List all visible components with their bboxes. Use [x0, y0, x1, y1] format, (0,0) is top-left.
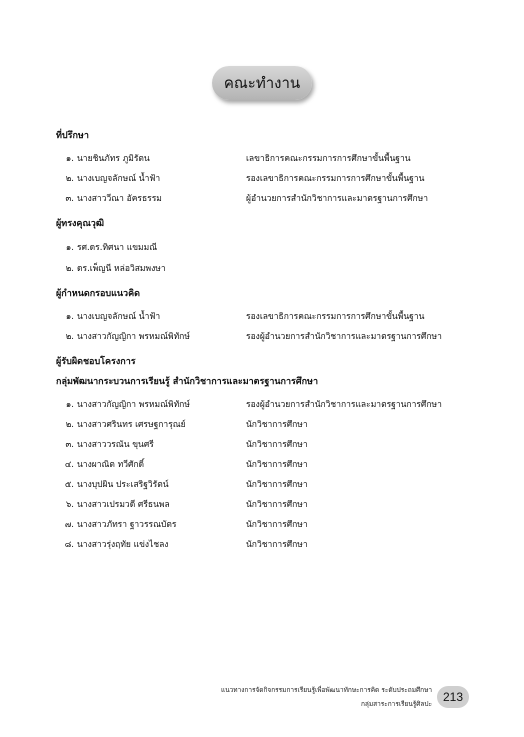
person-name: นางผาณิต ทวีศักดิ์	[77, 460, 145, 470]
item-number: ๘.	[64, 540, 74, 550]
section-heading-project: ผู้รับผิดชอบโครงการ	[56, 357, 136, 367]
person-name: นางสาวภัทรา ฐาวรรณบัตร	[77, 520, 177, 530]
page-title	[212, 66, 312, 100]
person-name: นางสาวเปรมวดี ศรีธนพล	[77, 500, 170, 510]
list-item	[60, 477, 480, 491]
footer-book-title: แนวทางการจัดกิจกรรมการเรียนรู้เพื่อพัฒนาทักษะการคิด ระดับประถมศึกษา	[221, 686, 432, 694]
list-item	[60, 537, 480, 551]
list-item	[60, 309, 480, 323]
list-item	[60, 497, 480, 511]
person-position: รองผู้อำนวยการสำนักวิชาการและมาตรฐานการศึกษา	[246, 332, 442, 342]
person-position: รองเลขาธิการคณะกรรมการการศึกษาขั้นพื้นฐาน	[246, 174, 425, 184]
item-number: ๒.	[65, 420, 74, 430]
section-heading-framework: ผู้กำหนดกรอบแนวคิด	[56, 289, 140, 299]
person-position: เลขาธิการคณะกรรมการการศึกษาขั้นพื้นฐาน	[246, 154, 411, 164]
page-number-badge	[437, 686, 469, 708]
person-position: ผู้อำนวยการสำนักวิชาการและมาตรฐานการศึกษา	[246, 194, 429, 204]
item-number: ๓.	[65, 440, 74, 450]
person-name: นางเบญจลักษณ์ น้ำฟ้า	[77, 174, 161, 184]
person-position: นักวิชาการศึกษา	[246, 460, 308, 470]
person-name: นางเบญจลักษณ์ น้ำฟ้า	[77, 312, 161, 322]
list-item	[60, 171, 480, 185]
item-number: ๒.	[65, 174, 74, 184]
item-number: ๗.	[64, 520, 74, 530]
person-name: นางบุปผิน ประเสริฐวิรัตน์	[77, 480, 169, 490]
person-name: นางสาวกัญญิกา พรหมณ์พิทักษ์	[77, 332, 190, 342]
person-position: นักวิชาการศึกษา	[246, 540, 308, 550]
item-number: ๖.	[65, 500, 74, 510]
person-name: ดร.เพ็ญนี หล่อวิสมพงษา	[77, 264, 166, 274]
item-number: ๕.	[64, 480, 74, 490]
list-item	[60, 261, 480, 275]
person-position: รองผู้อำนวยการสำนักวิชาการและมาตรฐานการศึกษา	[246, 400, 442, 410]
list-item	[60, 517, 480, 531]
item-number: ๑.	[65, 154, 74, 164]
section-subheading: กลุ่มพัฒนากระบวนการเรียนรู้ สำนักวิชาการและมาตรฐานการศึกษา	[56, 377, 319, 387]
page-number: 213	[442, 690, 464, 704]
list-item	[60, 457, 480, 471]
person-position: นักวิชาการศึกษา	[246, 520, 308, 530]
person-name: รศ.ดร.ทิศนา แขมมณี	[77, 243, 158, 253]
person-position: นักวิชาการศึกษา	[246, 420, 308, 430]
list-item	[60, 329, 480, 343]
item-number: ๑.	[65, 400, 74, 410]
list-item	[60, 417, 480, 431]
item-number: ๒.	[65, 264, 74, 274]
person-name: นางสาวรุ่งฤทัย แข่งไชลง	[77, 540, 169, 550]
list-item	[60, 437, 480, 451]
section-heading-advisors: ที่ปรึกษา	[56, 131, 89, 141]
person-name: นางสาววรณัน ขุนศรี	[77, 440, 154, 450]
person-position: รองเลขาธิการคณะกรรมการการศึกษาขั้นพื้นฐาน	[246, 312, 425, 322]
footer-subject: กลุ่มสาระการเรียนรู้ศิลปะ	[360, 700, 432, 708]
person-name: นายชินภัทร ภูมิรัตน	[77, 154, 150, 164]
item-number: ๓.	[65, 194, 74, 204]
item-number: ๒.	[65, 332, 74, 342]
person-position: นักวิชาการศึกษา	[246, 440, 308, 450]
item-number: ๑.	[65, 312, 74, 322]
item-number: ๑.	[65, 243, 74, 253]
list-item	[60, 397, 480, 411]
item-number: ๔.	[64, 460, 74, 470]
person-position: นักวิชาการศึกษา	[246, 480, 308, 490]
section-heading-experts: ผู้ทรงคุณวุฒิ	[56, 219, 104, 229]
person-name: นางสาวศรินทร เศรษฐการุณย์	[77, 420, 186, 430]
person-name: นางสาวกัญญิกา พรหมณ์พิทักษ์	[77, 400, 190, 410]
list-item	[60, 191, 480, 205]
page-title-text: คณะทำงาน	[223, 74, 301, 92]
list-item	[60, 240, 480, 254]
list-item	[60, 151, 480, 165]
person-name: นางสาววีณา อัครธรรม	[77, 194, 162, 204]
person-position: นักวิชาการศึกษา	[246, 500, 308, 510]
